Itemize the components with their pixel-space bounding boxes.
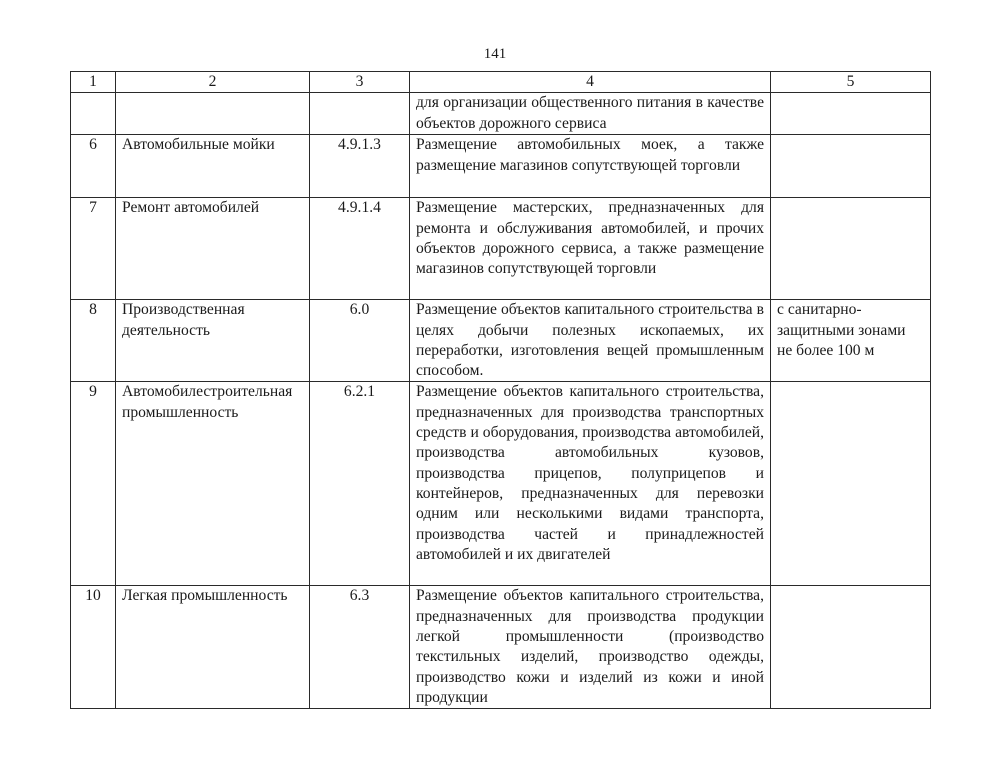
row-number: 10	[71, 586, 116, 709]
table-row	[71, 300, 931, 382]
row-number	[71, 93, 116, 135]
page-number: 141	[483, 46, 507, 62]
use-code: 6.0	[310, 300, 410, 382]
use-note	[771, 382, 931, 586]
use-description: Размещение мастерских, предназначенных для ремонта и обслуживания автомобилей, и прочих объектов дорожного сервиса, а также размещение магазинов сопутствующей торговли	[410, 198, 771, 300]
use-note	[771, 586, 931, 709]
table-row	[71, 382, 931, 586]
use-name	[116, 93, 310, 135]
use-description: Размещение объектов капитального строительства, предназначенных для производства продукции легкой промышленности (производство текстильных изделий, производство одежды, производство кожи и изделий из кожи и иной продукции	[410, 586, 771, 709]
use-description: Размещение автомобильных моек, а также размещение магазинов сопутствующей торговли	[410, 135, 771, 198]
column-header-2: 2	[116, 72, 310, 93]
table-row	[71, 586, 931, 709]
row-number: 6	[71, 135, 116, 198]
use-code: 6.3	[310, 586, 410, 709]
permitted-use-table	[70, 71, 931, 709]
column-header-1: 1	[71, 72, 116, 93]
column-header-3: 3	[310, 72, 410, 93]
use-note: с санитарно-защитными зонами не более 100 м	[771, 300, 931, 382]
use-note	[771, 198, 931, 300]
use-name: Автомобилестроительная промышленность	[116, 382, 310, 586]
table-row	[71, 135, 931, 198]
use-code: 4.9.1.4	[310, 198, 410, 300]
column-number-row	[71, 72, 931, 93]
use-code: 6.2.1	[310, 382, 410, 586]
use-name: Автомобильные мойки	[116, 135, 310, 198]
use-name: Производственная деятельность	[116, 300, 310, 382]
use-name: Ремонт автомобилей	[116, 198, 310, 300]
use-note	[771, 135, 931, 198]
use-description: для организации общественного питания в качестве объектов дорожного сервиса	[410, 93, 771, 135]
use-description: Размещение объектов капитального строительства, предназначенных для производства транспортных средств и оборудования, производства автомобилей, производства автомобильных кузовов, производства прицепов, полуприцепов и контейнеров, предназначенных для перевозки одним или несколькими видами транспорта, производства частей и принадлежностей автомобилей и их двигателей	[410, 382, 771, 586]
row-number: 7	[71, 198, 116, 300]
row-number: 8	[71, 300, 116, 382]
use-note	[771, 93, 931, 135]
use-name: Легкая промышленность	[116, 586, 310, 709]
use-code: 4.9.1.3	[310, 135, 410, 198]
table-row	[71, 198, 931, 300]
column-header-5: 5	[771, 72, 931, 93]
use-description: Размещение объектов капитального строительства в целях добычи полезных ископаемых, их переработки, изготовления вещей промышленным способом.	[410, 300, 771, 382]
column-header-4: 4	[410, 72, 771, 93]
use-code	[310, 93, 410, 135]
row-number: 9	[71, 382, 116, 586]
table-row	[71, 93, 931, 135]
